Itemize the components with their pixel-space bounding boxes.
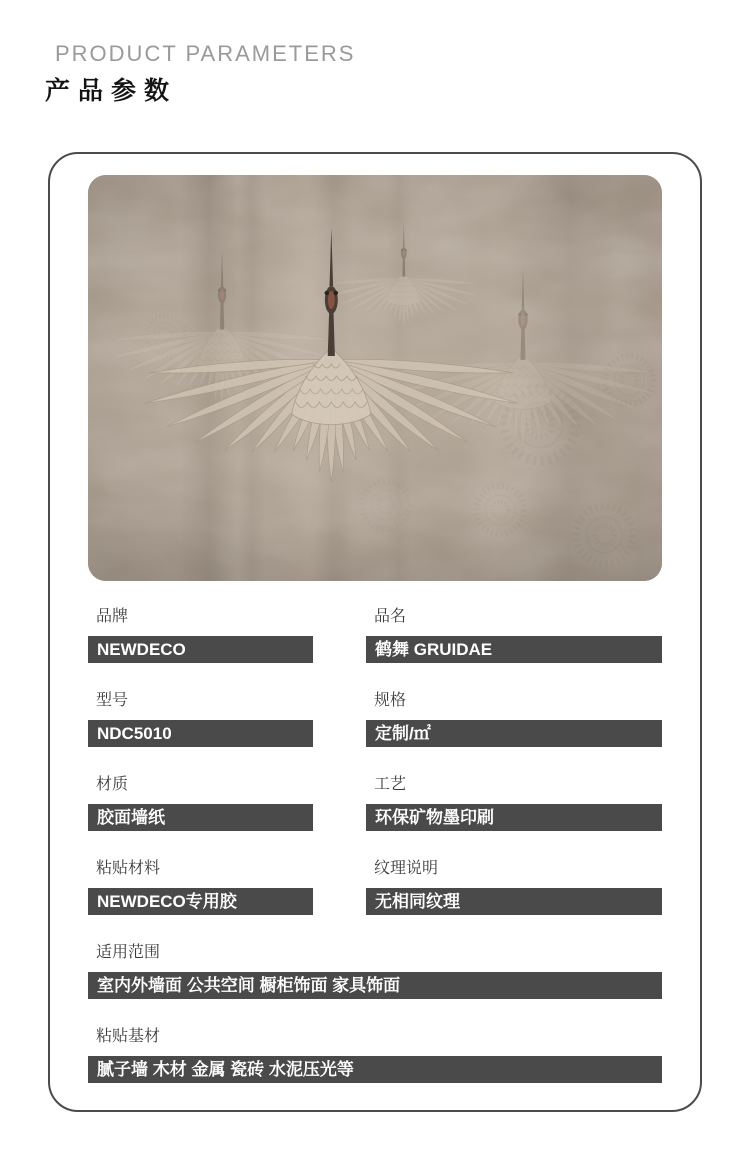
field-value: 胶面墙纸: [88, 804, 313, 831]
field-value: NEWDECO专用胶: [88, 888, 313, 915]
field-value: NEWDECO: [88, 636, 313, 663]
field-value: 无相同纹理: [366, 888, 662, 915]
crane-wallpaper-art: [88, 175, 662, 581]
field-label: 型号: [96, 692, 129, 709]
field-value: 腻子墙 木材 金属 瓷砖 水泥压光等: [88, 1056, 662, 1083]
field-label: 工艺: [374, 776, 407, 793]
field-label: 粘贴材料: [96, 860, 161, 877]
field-value: 室内外墙面 公共空间 橱柜饰面 家具饰面: [88, 972, 662, 999]
field-application-range: [88, 943, 662, 999]
field-label: 品名: [374, 608, 407, 625]
field-product-name: [366, 607, 662, 663]
page-title-cn: 产品参数: [45, 77, 178, 105]
field-craft: [366, 775, 662, 831]
field-label: 纹理说明: [374, 860, 439, 877]
field-adhesive-material: [88, 859, 313, 915]
field-label: 材质: [96, 776, 129, 793]
parameters-grid: [88, 607, 662, 1111]
field-label: 适用范围: [96, 944, 161, 961]
field-value: NDC5010: [88, 720, 313, 747]
page-title-en: PRODUCT PARAMETERS: [55, 41, 356, 66]
field-texture-note: [366, 859, 662, 915]
product-image: [88, 175, 662, 581]
field-spec: [366, 691, 662, 747]
section-header: [45, 40, 355, 106]
field-model: [88, 691, 313, 747]
field-value: 环保矿物墨印刷: [366, 804, 662, 831]
field-value: 鹤舞 GRUIDAE: [366, 636, 662, 663]
field-substrate: [88, 1027, 662, 1083]
field-label: 规格: [374, 692, 407, 709]
field-label: 品牌: [96, 608, 129, 625]
field-brand: [88, 607, 313, 663]
parameters-card: [48, 152, 702, 1112]
field-material: [88, 775, 313, 831]
field-value: 定制/㎡: [366, 720, 662, 747]
field-label: 粘贴基材: [96, 1028, 161, 1045]
